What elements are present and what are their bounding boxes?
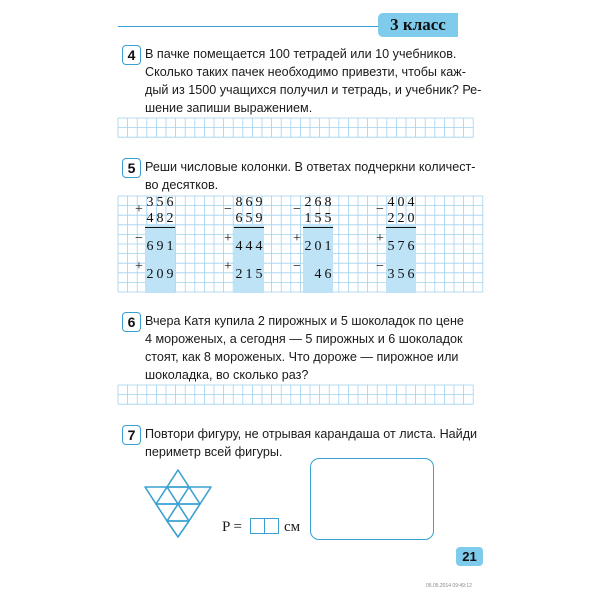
operator-first: − [376, 202, 384, 217]
task-5-number: 5 [122, 158, 141, 178]
figure-top-triangle [167, 470, 189, 487]
operator-third: + [224, 259, 232, 274]
task-5-line-2: во десятков. [145, 178, 219, 192]
operator-first: + [135, 202, 143, 217]
operand-a: 4 0 4 [387, 195, 415, 210]
answer-highlight [234, 224, 264, 293]
operand-b: 4 8 2 [146, 211, 174, 226]
figure-bottom-triangle [167, 521, 189, 537]
perimeter-unit: см [284, 519, 301, 535]
print-footer: 05.05.2014 09:49:12 [426, 583, 472, 589]
operator-first: − [293, 202, 301, 217]
operand-c: 6 9 1 [146, 239, 174, 254]
task-6-line-1: Вчера Катя купила 2 пирожных и 5 шоколадок по цене [145, 314, 464, 328]
figure-upper-diag-3 [178, 487, 189, 504]
operand-c: 2 0 1 [304, 239, 332, 254]
task-7-line-2: периметр всей фигуры. [145, 445, 283, 459]
operator-second: + [376, 231, 384, 246]
figure-lower-diag-2 [178, 504, 189, 521]
operator-third: − [376, 259, 384, 274]
task-6-line-4: шоколадка, во сколько раз? [145, 368, 309, 382]
triangle-figure [134, 468, 222, 538]
perimeter-answer-box-2[interactable] [264, 518, 279, 534]
operator-third: + [135, 259, 143, 274]
figure-lines [145, 470, 211, 537]
sum-rule [145, 227, 175, 228]
figure-lower-band [156, 504, 200, 521]
task-7-line-1: Повтори фигуру, не отрывая карандаша от листа. Найди [145, 427, 478, 441]
answer-highlight [303, 224, 333, 293]
grade-badge: 3 класс [378, 13, 458, 37]
operand-d: 4 6 [314, 267, 332, 282]
operand-b: 2 2 0 [387, 211, 415, 226]
operand-a: 3 5 6 [146, 195, 174, 210]
figure-upper-diag-4 [189, 487, 200, 504]
operator-first: − [224, 202, 232, 217]
task-4-line-3: дый из 1500 учащихся получил и тетрадь, и учебник? Ре- [145, 83, 482, 97]
task-4-line-4: шение запиши выражением. [145, 101, 313, 115]
operator-second: + [293, 231, 301, 246]
drawing-box[interactable] [310, 458, 434, 540]
operand-b: 1 5 5 [304, 211, 332, 226]
operand-a: 8 6 9 [235, 195, 263, 210]
operand-d: 2 1 5 [235, 267, 263, 282]
task-6-line-2: 4 мороженых, а сегодня — 5 пирожных и 6 шоколадок [145, 332, 463, 346]
operand-c: 5 7 6 [387, 239, 415, 254]
figure-upper-diag-2 [167, 487, 178, 504]
answer-highlight [145, 224, 175, 293]
task-6-line-3: стоят, как 8 мороженых. Что дороже — пирожное или [145, 350, 459, 364]
task-4-line-2: Сколько таких пачек необходимо привезти, чтобы каж- [145, 65, 466, 79]
operand-b: 6 5 9 [235, 211, 263, 226]
task-4-number: 4 [122, 45, 141, 65]
perimeter-answer-box-1[interactable] [250, 518, 265, 534]
sum-rule [234, 227, 264, 228]
sum-rule [386, 227, 416, 228]
figure-upper-band [145, 487, 211, 504]
operand-a: 2 6 8 [304, 195, 332, 210]
operator-second: + [224, 231, 232, 246]
operand-c: 4 4 4 [235, 239, 263, 254]
perimeter-label: P = [222, 519, 242, 535]
figure-lower-diag-1 [167, 504, 178, 521]
operand-d: 3 5 6 [387, 267, 415, 282]
operator-second: − [135, 231, 143, 246]
task-5-line-1: Реши числовые колонки. В ответах подчеркни количест- [145, 160, 476, 174]
task-7-number: 7 [122, 425, 141, 445]
figure-upper-diag-1 [156, 487, 167, 504]
header-rule [118, 26, 380, 27]
task-6-number: 6 [122, 312, 141, 332]
task-4-answer-grid[interactable] [118, 118, 474, 139]
sum-rule [303, 227, 333, 228]
task-6-answer-grid[interactable] [118, 385, 474, 406]
operator-third: − [293, 259, 301, 274]
operand-d: 2 0 9 [146, 267, 174, 282]
answer-highlight [386, 224, 416, 293]
page-number: 21 [456, 547, 483, 566]
task-4-line-1: В пачке помещается 100 тетрадей или 10 учебников. [145, 47, 457, 61]
